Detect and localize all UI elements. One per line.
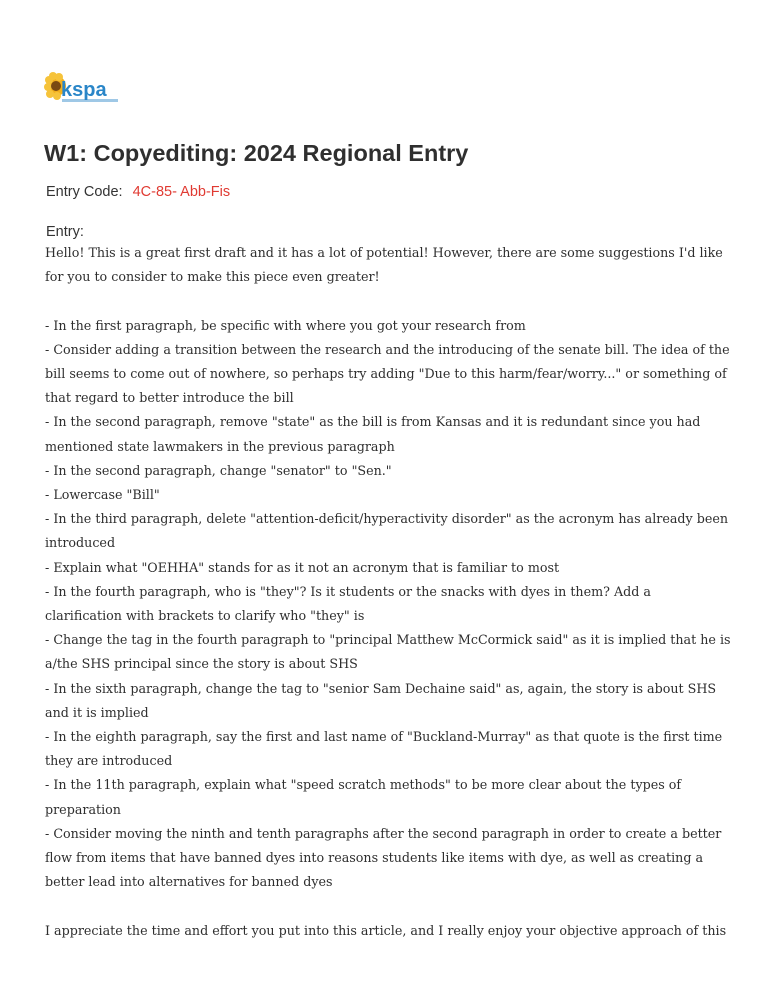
list-item: - Consider moving the ninth and tenth paragraphs after the second paragraph in order to create a better flow from items that have banned dyes into reasons students like items with dye, as well as creating a better lead into alternatives for banned dyes xyxy=(45,825,722,890)
list-item: - In the third paragraph, delete "attention-deficit/hyperactivity disorder" as the acronym has already been introduced xyxy=(45,511,729,551)
intro-paragraph: Hello! This is a great first draft and it has a lot of potential! However, there are some suggestions I'd like for you to consider to make this piece even greater! xyxy=(45,245,723,285)
entry-body xyxy=(45,241,731,943)
list-item: - Lowercase "Bill" xyxy=(45,487,160,503)
list-item: - Consider adding a transition between the research and the introducing of the senate bill. The idea of the bill seems to come out of nowhere, so perhaps try adding "Due to this harm/fear/worry..." or something of that regard to better introduce the bill xyxy=(45,341,730,406)
logo-wordmark: kspa xyxy=(61,79,107,101)
entry-code-label: Entry Code: xyxy=(46,184,123,200)
closing-paragraph: I appreciate the time and effort you put into this article, and I really enjoy your objective approach of this xyxy=(45,922,727,938)
list-item: - In the fourth paragraph, who is "they"? Is it students or the snacks with dyes in them? Add a clarification with brackets to clarify who "they" is xyxy=(45,583,651,624)
list-item: - In the sixth paragraph, change the tag to "senior Sam Dechaine said" as, again, the story is about SHS and it is implied xyxy=(45,680,717,720)
entry-code-row xyxy=(46,184,230,200)
list-item: - Change the tag in the fourth paragraph to "principal Matthew McCormick said" as it is implied that he is a/the SHS principal since the story is about SHS xyxy=(45,632,731,672)
list-item: - Explain what "OEHHA" stands for as it not an acronym that is familiar to most xyxy=(45,559,560,575)
entry-code-value: 4C-85- Abb-Fis xyxy=(132,184,231,200)
list-item: - In the second paragraph, change "senator" to "Sen." xyxy=(45,462,392,478)
list-item: - In the eighth paragraph, say the first and last name of "Buckland-Murray" as that quote is the first time they are introduced xyxy=(45,729,723,769)
suggestion-list xyxy=(45,314,731,895)
list-item: - In the first paragraph, be specific with where you got your research from xyxy=(45,317,526,333)
page-title: W1: Copyediting: 2024 Regional Entry xyxy=(44,140,469,166)
kspa-logo xyxy=(44,72,124,108)
entry-label: Entry: xyxy=(46,224,84,240)
list-item: - In the 11th paragraph, explain what "speed scratch methods" to be more clear about the types of preparation xyxy=(45,777,682,817)
list-item: - In the second paragraph, remove "state" as the bill is from Kansas and it is redundant since you had mentioned state lawmakers in the previous paragraph xyxy=(45,414,701,454)
